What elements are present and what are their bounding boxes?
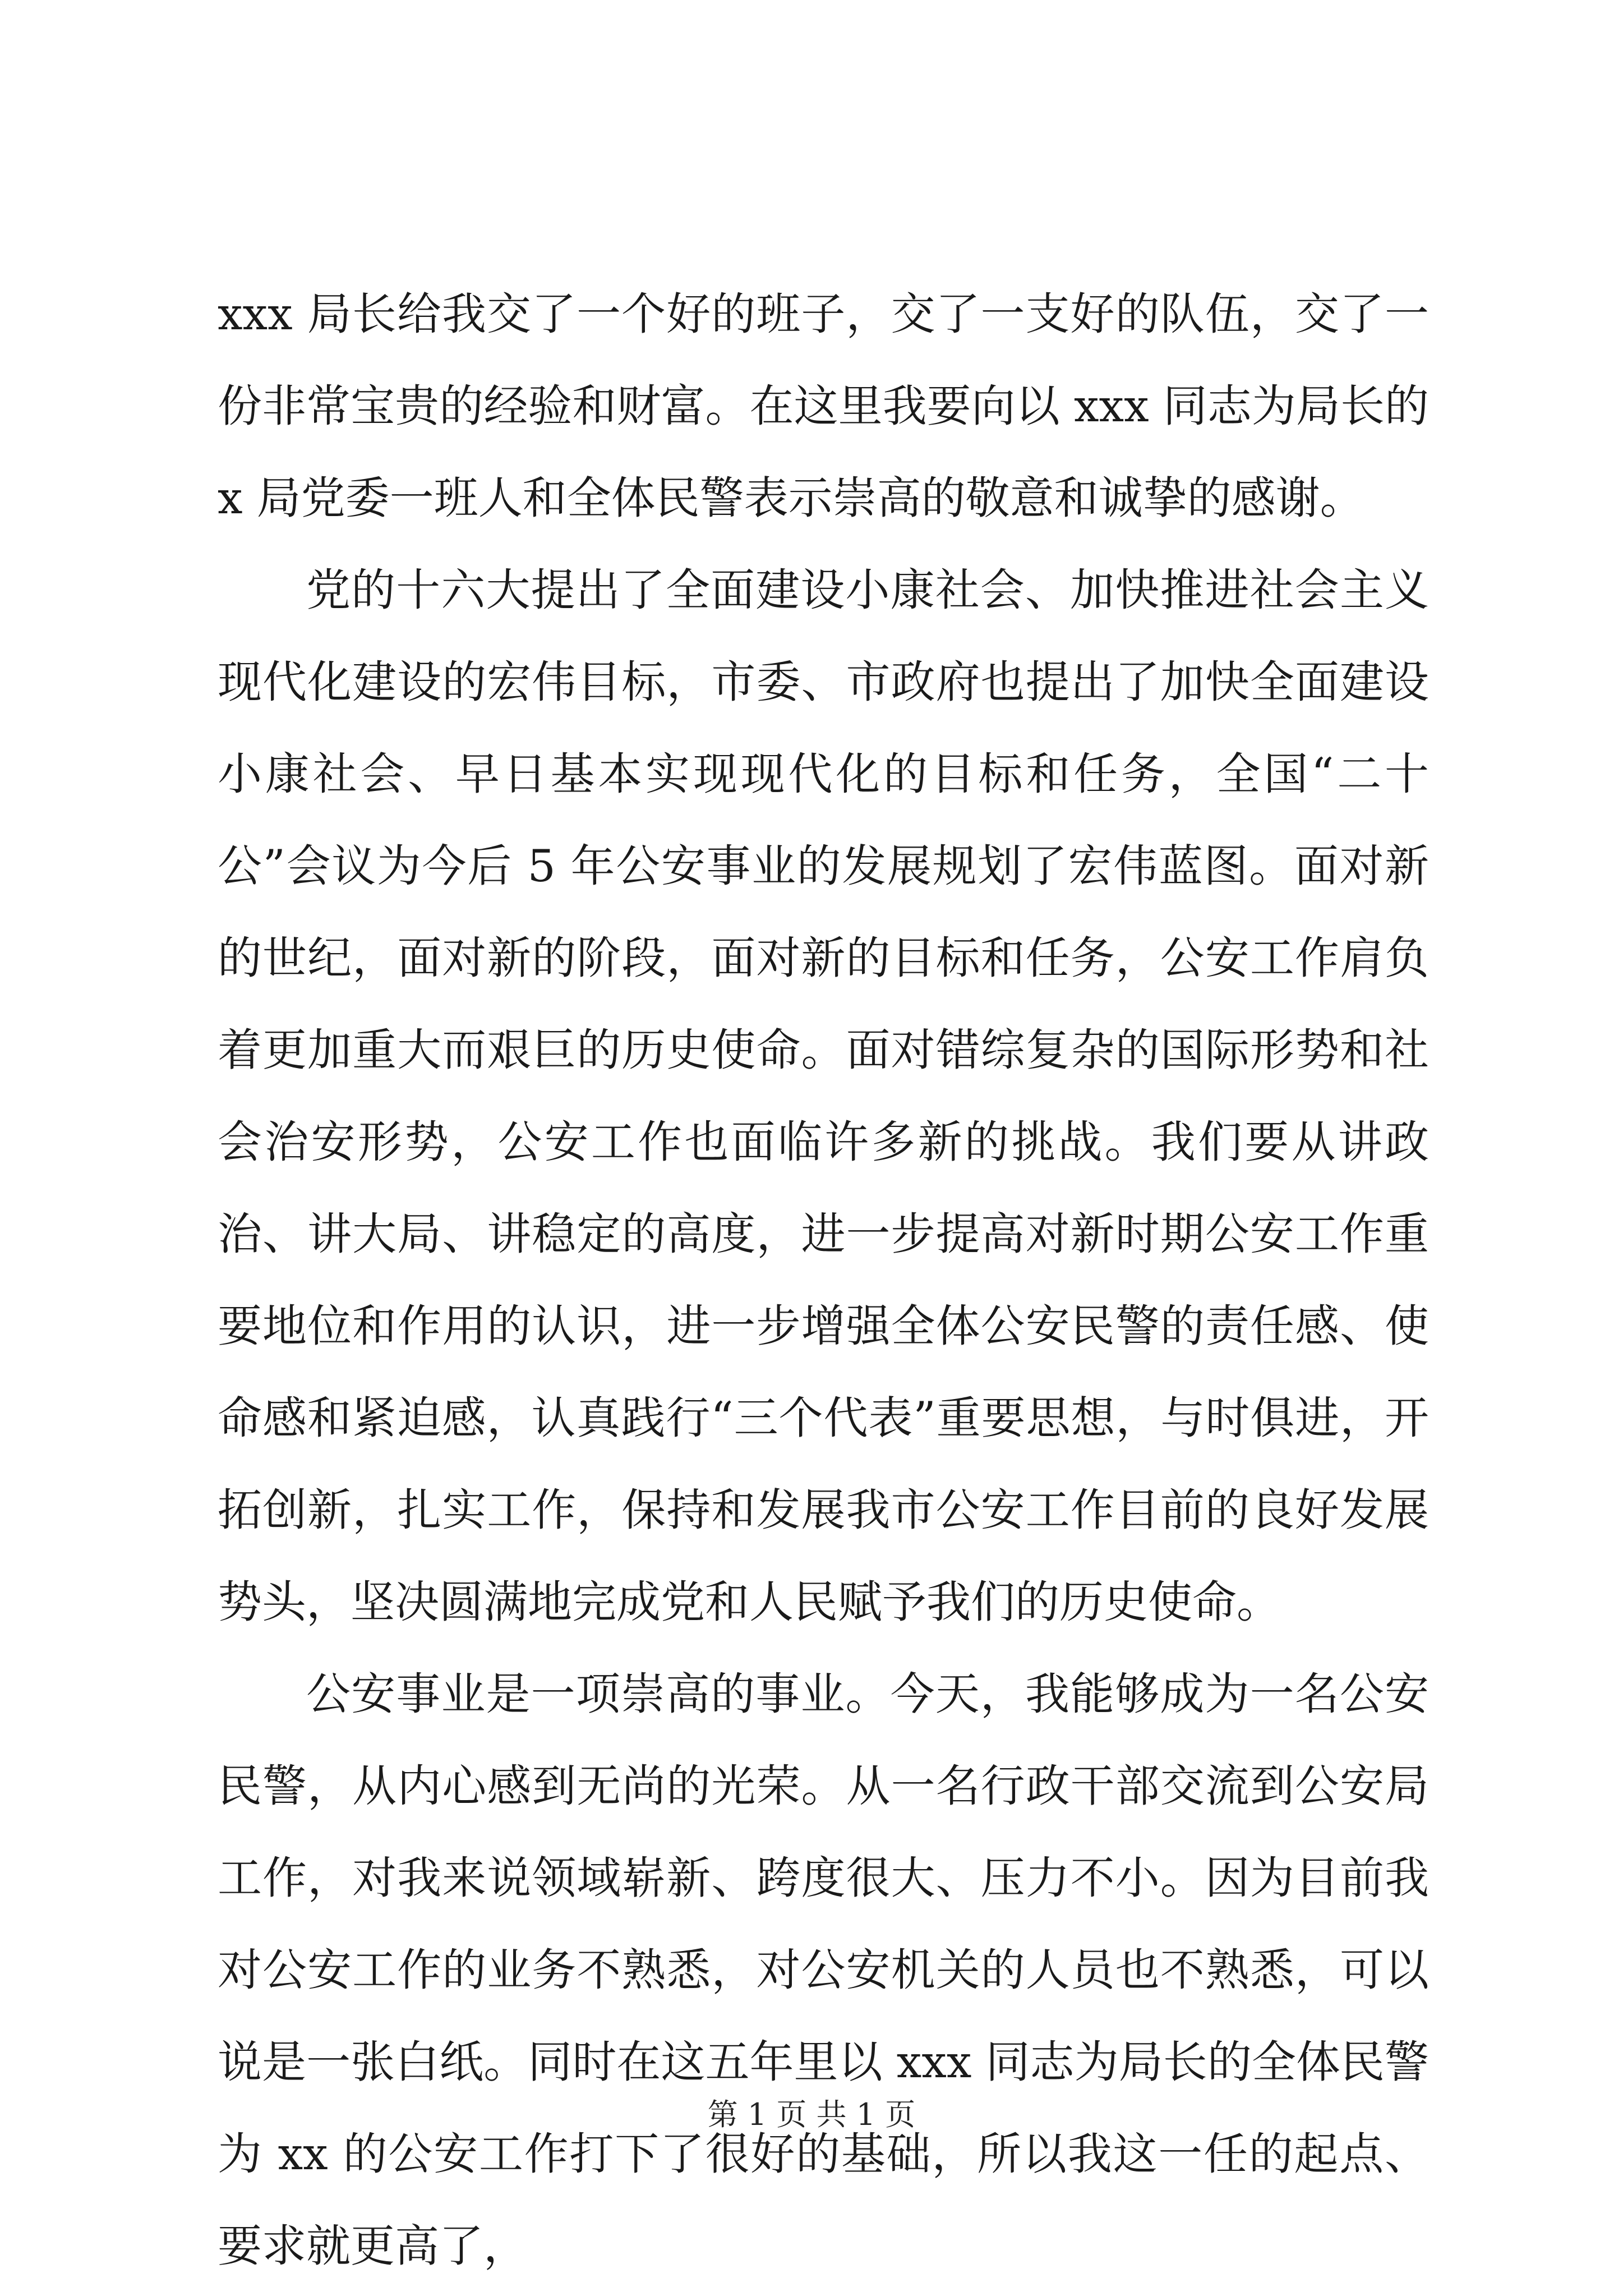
paragraph-3: 公安事业是一项崇高的事业。今天，我能够成为一名公安民警，从内心感到无尚的光荣。从一名行政干部交流到公安局工作，对我来说领域崭新、跨度很大、压力不小。因为目前我对公安工作的业务不熟悉，对公安机关的人员也不熟悉，可以说是一张白纸。同时在这五年里以 xxx 同志为局长的全体民警为 xx 的公安工作打下了很好的基础，所以我这一任的起点、要求就更高了， xyxy=(218,1668,1429,2272)
paragraph-2: 党的十六大提出了全面建设小康社会、加快推进社会主义现代化建设的宏伟目标，市委、市政府也提出了加快全面建设小康社会、早日基本实现现代化的目标和任务，全国“二十公”会议为今后 5 年公安事业的发展规划了宏伟蓝图。面对新的世纪，面对新的阶段，面对新的目标和任务，公安工作肩负着更加重大而艰巨的历史使命。面对错综复杂的国际形势和社会治安形势，公安工作也面临许多新的挑战。我们要从讲政治、讲大局、讲稳定的高度，进一步提高对新时期公安工作重要地位和作用的认识，进一步增强全体公安民警的责任感、使命感和紧迫感，认真践行“三个代表”重要思想，与时俱进，开拓创新，扎实工作，保持和发展我市公安工作目前的良好发展势头，坚决圆满地完成党和人民赋予我们的历史使命。 xyxy=(218,564,1429,1628)
page-number-footer: 第 1 页 共 1 页 xyxy=(707,2097,916,2132)
document-body xyxy=(218,268,1429,2292)
paragraph-1: xxx 局长给我交了一个好的班子，交了一支好的队伍，交了一份非常宝贵的经验和财富。在这里我要向以 xxx 同志为局长的 x 局党委一班人和全体民警表示崇高的敬意和诚挚的感谢。 xyxy=(218,288,1429,524)
